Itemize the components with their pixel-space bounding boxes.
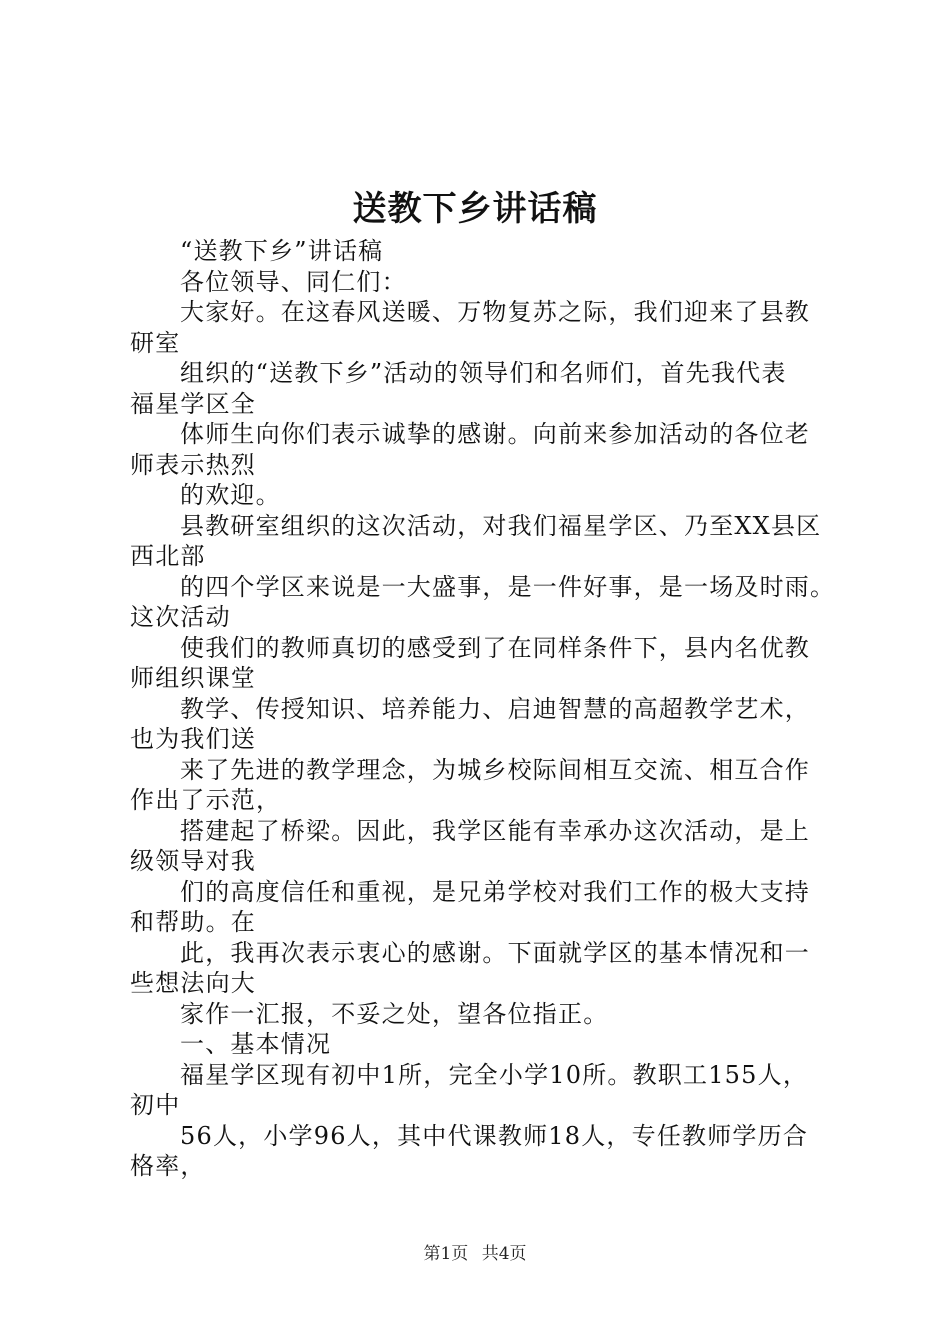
body-line: 来了先进的教学理念，为城乡校际间相互交流、相互合作 (180, 755, 810, 784)
body-line: 教学、传授知识、培养能力、启迪智慧的高超教学艺术， (180, 694, 810, 723)
body-line: 们的高度信任和重视，是兄弟学校对我们工作的极大支持 (180, 877, 810, 906)
body-line: 家作一汇报，不妥之处，望各位指正。 (180, 999, 609, 1028)
body-line: 格率， (130, 1152, 206, 1180)
body-line: 组织的“送教下乡”活动的领导们和名师们，首先我代表 (180, 359, 787, 387)
body-line: 搭建起了桥梁。因此，我学区能有幸承办这次活动，是上 (180, 816, 810, 845)
page-total: 共4页 (481, 1244, 527, 1264)
body-line: 师组织课堂 (130, 664, 256, 692)
body-line: 和帮助。在 (130, 908, 256, 936)
body-line: 级领导对我 (130, 847, 256, 875)
body-line: 的欢迎。 (180, 481, 281, 509)
body-line: 师表示热烈 (130, 450, 256, 479)
body-line: “送教下乡”讲话稿 (180, 237, 384, 265)
body-line: 些想法向大 (130, 969, 256, 997)
body-line: 这次活动 (130, 603, 231, 631)
body-line: 也为我们送 (130, 725, 256, 753)
body-line: 作出了示范， (130, 786, 282, 814)
body-line: 研室 (130, 328, 181, 357)
document-title: 送教下乡讲话稿 (352, 189, 598, 229)
page-footer (0, 1242, 950, 1266)
body-line: 使我们的教师真切的感受到了在同样条件下，县内名优教 (180, 633, 810, 662)
body-line: 大家好。在这春风送暖、万物复苏之际，我们迎来了县教 (180, 298, 810, 326)
page-number: 第1页 (423, 1244, 469, 1264)
body-line: 的四个学区来说是一大盛事，是一件好事，是一场及时雨。 (180, 572, 836, 601)
body-line: 56人，小学96人，其中代课教师18人，专任教师学历合 (180, 1121, 809, 1150)
body-line: 体师生向你们表示诚挚的感谢。向前来参加活动的各位老 (180, 420, 810, 448)
body-line: 西北部 (130, 542, 206, 570)
document-body (130, 236, 850, 1182)
body-line: 福星学区全 (130, 389, 256, 418)
body-line: 福星学区现有初中1所，完全小学10所。教职工155人， (180, 1060, 809, 1089)
body-line: 此，我再次表示衷心的感谢。下面就学区的基本情况和一 (180, 938, 810, 967)
body-line: 各位领导、同仁们： (180, 267, 407, 296)
body-line: 县教研室组织的这次活动，对我们福星学区、乃至XX县区 (180, 511, 822, 540)
body-line: 初中 (130, 1091, 181, 1119)
body-line: 一、基本情况 (180, 1030, 332, 1058)
